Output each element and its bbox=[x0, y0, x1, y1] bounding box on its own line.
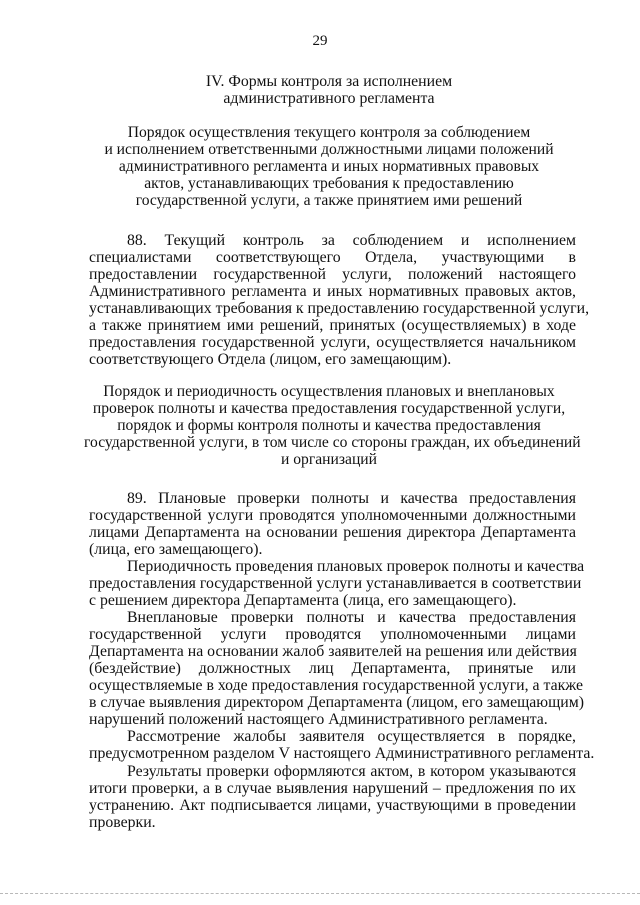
paragraph-line: предоставления государственной услуги, осуществляется начальником bbox=[89, 334, 576, 351]
subheading-line: и организаций bbox=[281, 451, 377, 468]
paragraph-line: Периодичность проведения плановых проверок полноты и качества bbox=[127, 558, 585, 575]
section-heading bbox=[84, 73, 574, 107]
paragraph-line: нарушений положений настоящего Административного регламента. bbox=[89, 711, 548, 728]
paragraph-89-unplanned bbox=[89, 609, 584, 728]
paragraph-line: 88. Текущий контроль за соблюдением и исполнением bbox=[127, 232, 576, 249]
paragraph-89-results bbox=[89, 763, 576, 831]
paragraph-line: предоставления государственной услуги устанавливается в соответствии bbox=[89, 575, 582, 592]
paragraph-line: устанавливающих требования к предоставлению государственной услуги, bbox=[89, 300, 590, 317]
paragraph-line: с решением директора Департамента (лица, его замещающего). bbox=[89, 592, 517, 609]
paragraph-line: лицами Департамента на основании решения директора Департамента bbox=[89, 524, 576, 541]
paragraph-line: (лица, его замещающего). bbox=[89, 541, 263, 558]
subheading-line: проверок полноты и качества предоставления государственной услуги, bbox=[92, 400, 566, 417]
paragraph-line: государственной услуги проводятся уполномоченными должностными bbox=[89, 507, 576, 524]
paragraph-89 bbox=[89, 490, 576, 558]
paragraph-89-periodicity bbox=[89, 558, 585, 609]
section-heading-line: административного регламента bbox=[223, 90, 435, 107]
paragraph-line: (бездействие) должностных лиц Департамента, принятые или bbox=[89, 660, 576, 677]
paragraph-line: Административного регламента и иных нормативных правовых актов, bbox=[89, 283, 576, 300]
paragraph-line: проверки. bbox=[89, 814, 156, 831]
paragraph-line: 89. Плановые проверки полноты и качества предоставления bbox=[127, 490, 576, 507]
paragraph-line: устранению. Акт подписывается лицами, участвующими в проведении bbox=[89, 797, 576, 814]
paragraph-line: предусмотренном разделом V настоящего Административного регламента. bbox=[89, 745, 595, 762]
subheading-current-control bbox=[84, 124, 574, 209]
paragraph-line: предоставлении государственной услуги, положений настоящего bbox=[89, 266, 576, 283]
paragraph-line: специалистами соответствующего Отдела, участвующими в bbox=[89, 249, 576, 266]
paragraph-line: Рассмотрение жалобы заявителя осуществляется в порядке, bbox=[127, 728, 576, 745]
paragraph-line: итоги проверки, а в случае выявления нарушений – предложения по их bbox=[89, 780, 576, 797]
paragraph-line: осуществляемые в ходе предоставления государственной услуги, а также bbox=[89, 677, 583, 694]
footer-divider bbox=[0, 893, 640, 894]
subheading-line: актов, устанавливающих требования к предоставлению bbox=[144, 175, 514, 192]
subheading-periodicity bbox=[84, 383, 581, 468]
paragraph-line: Департамента на основании жалоб заявителей на решения или действия bbox=[89, 643, 577, 660]
subheading-line: государственной услуги, в том числе со стороны граждан, их объединений bbox=[84, 434, 581, 451]
subheading-line: Порядок осуществления текущего контроля за соблюдением bbox=[127, 124, 531, 141]
section-heading-line: IV. Формы контроля за исполнением bbox=[205, 73, 453, 90]
subheading-line: порядок и формы контроля полноты и качества предоставления bbox=[117, 417, 541, 434]
paragraph-line: Внеплановые проверки полноты и качества предоставления bbox=[127, 609, 576, 626]
paragraph-line: государственной услуги проводятся уполномоченными лицами bbox=[89, 626, 576, 643]
paragraph-88 bbox=[89, 232, 590, 368]
paragraph-line: а также принятием ими решений, принятых (осуществляемых) в ходе bbox=[89, 317, 576, 334]
page-number: 29 bbox=[312, 33, 328, 49]
paragraph-89-complaints bbox=[89, 728, 595, 762]
paragraph-line: в случае выявления директором Департамента (лицом, его замещающим) bbox=[89, 694, 584, 711]
subheading-line: Порядок и периодичность осуществления плановых и внеплановых bbox=[103, 383, 555, 400]
paragraph-line: Результаты проверки оформляются актом, в котором указываются bbox=[127, 763, 576, 780]
paragraph-line: соответствующего Отдела (лицом, его замещающим). bbox=[89, 351, 452, 368]
subheading-line: и исполнением ответственными должностными лицами положений bbox=[104, 141, 554, 158]
subheading-line: государственной услуги, а также принятием ими решений bbox=[135, 192, 523, 209]
subheading-line: административного регламента и иных нормативных правовых bbox=[118, 158, 540, 175]
